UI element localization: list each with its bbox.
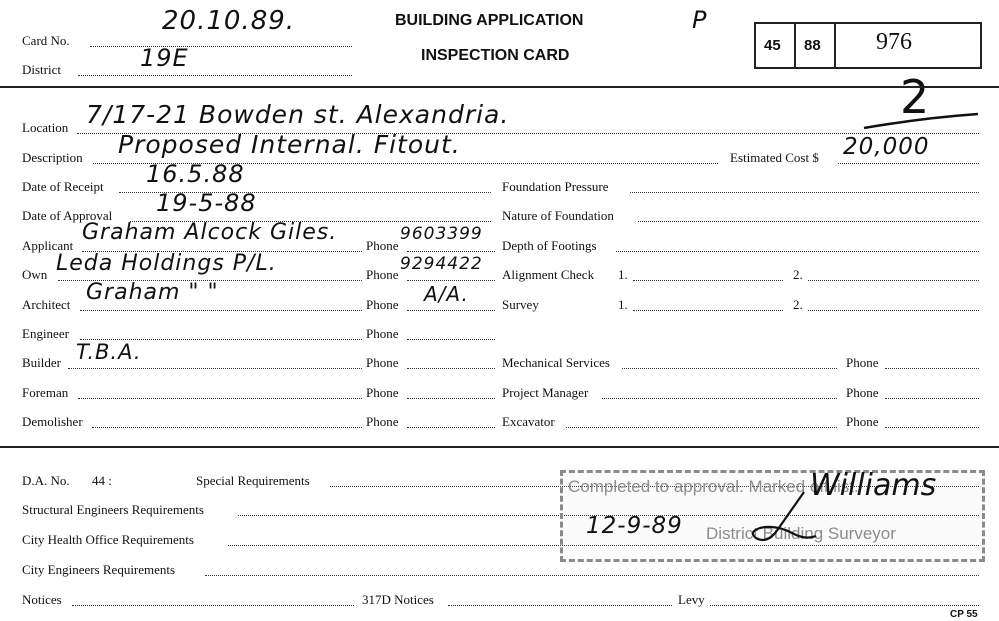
- description-label: Description: [22, 150, 83, 165]
- alignment-num-2: 2.: [793, 267, 803, 282]
- foreman-phone-line: [407, 398, 495, 399]
- engineer-phone-label: Phone: [366, 326, 399, 341]
- applicant-phone-line: [407, 251, 495, 252]
- notices-label: Notices: [22, 592, 62, 607]
- stamp-surveyor-text: District Building Surveyor: [706, 524, 896, 543]
- da-no-value: 44 :: [92, 473, 112, 488]
- card-no-label: Card No.: [22, 33, 70, 48]
- card-no-value: 20.10.89.: [162, 6, 296, 36]
- engineer-phone-line: [407, 339, 495, 340]
- architect-phone-line: [407, 310, 495, 311]
- demolisher-phone-label: Phone: [366, 414, 399, 429]
- builder-line: [68, 368, 362, 369]
- depth-footings-line: [616, 251, 979, 252]
- mechanical-services-line: [622, 368, 837, 369]
- file-number-cell-2: 88: [804, 37, 821, 54]
- project-manager-line: [602, 398, 837, 399]
- architect-phone-label: Phone: [366, 297, 399, 312]
- survey-label: Survey: [502, 297, 539, 312]
- levy-label: Levy: [678, 592, 705, 607]
- stamp-completed-text: Completed to approval. Marked off list.: [568, 477, 859, 496]
- form-code: CP 55: [950, 609, 978, 620]
- foundation-pressure-line: [630, 192, 979, 193]
- engineer-label: Engineer: [22, 326, 69, 341]
- header-divider: [0, 86, 999, 88]
- builder-phone-line: [407, 368, 495, 369]
- mechanical-phone-line: [885, 368, 979, 369]
- handwritten-2-mark: 2: [900, 70, 931, 124]
- engineers-requirements-line: [205, 575, 979, 576]
- alignment-line-1: [633, 280, 783, 281]
- nature-foundation-label: Nature of Foundation: [502, 208, 614, 223]
- file-number-box: [754, 22, 982, 69]
- estimated-cost-line: [838, 163, 979, 164]
- card-title-line2: INSPECTION CARD: [421, 47, 570, 64]
- applicant-value: Graham Alcock Giles.: [82, 220, 338, 245]
- architect-phone-value: A/A.: [424, 282, 469, 306]
- excavator-phone-line: [885, 427, 979, 428]
- health-requirements-label: City Health Office Requirements: [22, 532, 194, 547]
- excavator-phone-label: Phone: [846, 414, 879, 429]
- builder-value: T.B.A.: [76, 340, 142, 364]
- builder-label: Builder: [22, 355, 61, 370]
- applicant-phone-label: Phone: [366, 238, 399, 253]
- applicant-label: Applicant: [22, 238, 74, 253]
- special-requirements-label: Special Requirements: [196, 473, 310, 488]
- notices-line: [72, 605, 354, 606]
- signature-stroke: [746, 488, 820, 548]
- survey-line-1: [633, 310, 783, 311]
- file-number-cell-3: 976: [876, 29, 912, 55]
- card-no-line: [90, 46, 352, 47]
- mechanical-services-label: Mechanical Services: [502, 355, 610, 370]
- da-no-label: D.A. No.: [22, 473, 70, 488]
- notices-317d-line: [448, 605, 672, 606]
- depth-footings-label: Depth of Footings: [502, 238, 597, 253]
- structural-requirements-label: Structural Engineers Requirements: [22, 502, 204, 517]
- alignment-num-1: 1.: [618, 267, 628, 282]
- demolisher-phone-line: [407, 427, 495, 428]
- survey-num-1: 1.: [618, 297, 628, 312]
- district-line: [78, 75, 352, 76]
- owner-phone-line: [407, 280, 495, 281]
- owner-value: Leda Holdings P/L.: [56, 251, 277, 276]
- date-receipt-label: Date of Receipt: [22, 179, 104, 194]
- location-value: 7/17-21 Bowden st. Alexandria.: [86, 100, 510, 129]
- district-label: District: [22, 62, 61, 77]
- stamp-signature: Williams: [810, 468, 937, 503]
- levy-line: [710, 605, 979, 606]
- date-approval-label: Date of Approval: [22, 208, 113, 223]
- applicant-phone-value: 9603399: [400, 224, 483, 244]
- date-receipt-value: 16.5.88: [146, 160, 245, 188]
- owner-phone-label: Phone: [366, 267, 399, 282]
- project-manager-phone-line: [885, 398, 979, 399]
- file-number-cell-1: 45: [764, 37, 781, 54]
- excavator-line: [566, 427, 837, 428]
- requirements-divider: [0, 446, 999, 448]
- nature-foundation-line: [638, 221, 979, 222]
- engineers-requirements-label: City Engineers Requirements: [22, 562, 176, 577]
- builder-phone-label: Phone: [366, 355, 399, 370]
- stamp-date: 12-9-89: [586, 513, 683, 539]
- demolisher-label: Demolisher: [22, 414, 83, 429]
- alignment-check-label: Alignment Check: [502, 267, 595, 282]
- date-approval-value: 19-5-88: [156, 189, 257, 217]
- location-label: Location: [22, 120, 69, 135]
- handwritten-p-mark: P: [692, 6, 708, 34]
- alignment-line-2: [808, 280, 979, 281]
- mechanical-phone-label: Phone: [846, 355, 879, 370]
- project-manager-phone-label: Phone: [846, 385, 879, 400]
- notices-317d-label: 317D Notices: [362, 592, 434, 607]
- owner-label: Own: [22, 267, 48, 282]
- estimated-cost-value: 20,000: [843, 134, 930, 160]
- architect-line: [80, 310, 362, 311]
- foundation-pressure-label: Foundation Pressure: [502, 179, 609, 194]
- architect-label: Architect: [22, 297, 71, 312]
- description-value: Proposed Internal. Fitout.: [118, 130, 461, 159]
- owner-phone-value: 9294422: [400, 254, 483, 274]
- foreman-phone-label: Phone: [366, 385, 399, 400]
- foreman-line: [78, 398, 362, 399]
- district-value: 19E: [140, 44, 189, 72]
- survey-line-2: [808, 310, 979, 311]
- underline-stroke: [862, 112, 982, 132]
- excavator-label: Excavator: [502, 414, 555, 429]
- estimated-cost-label: Estimated Cost $: [730, 150, 819, 165]
- foreman-label: Foreman: [22, 385, 69, 400]
- survey-num-2: 2.: [793, 297, 803, 312]
- project-manager-label: Project Manager: [502, 385, 589, 400]
- demolisher-line: [92, 427, 362, 428]
- card-title-line1: BUILDING APPLICATION: [395, 12, 584, 29]
- architect-value: Graham " ": [86, 280, 219, 305]
